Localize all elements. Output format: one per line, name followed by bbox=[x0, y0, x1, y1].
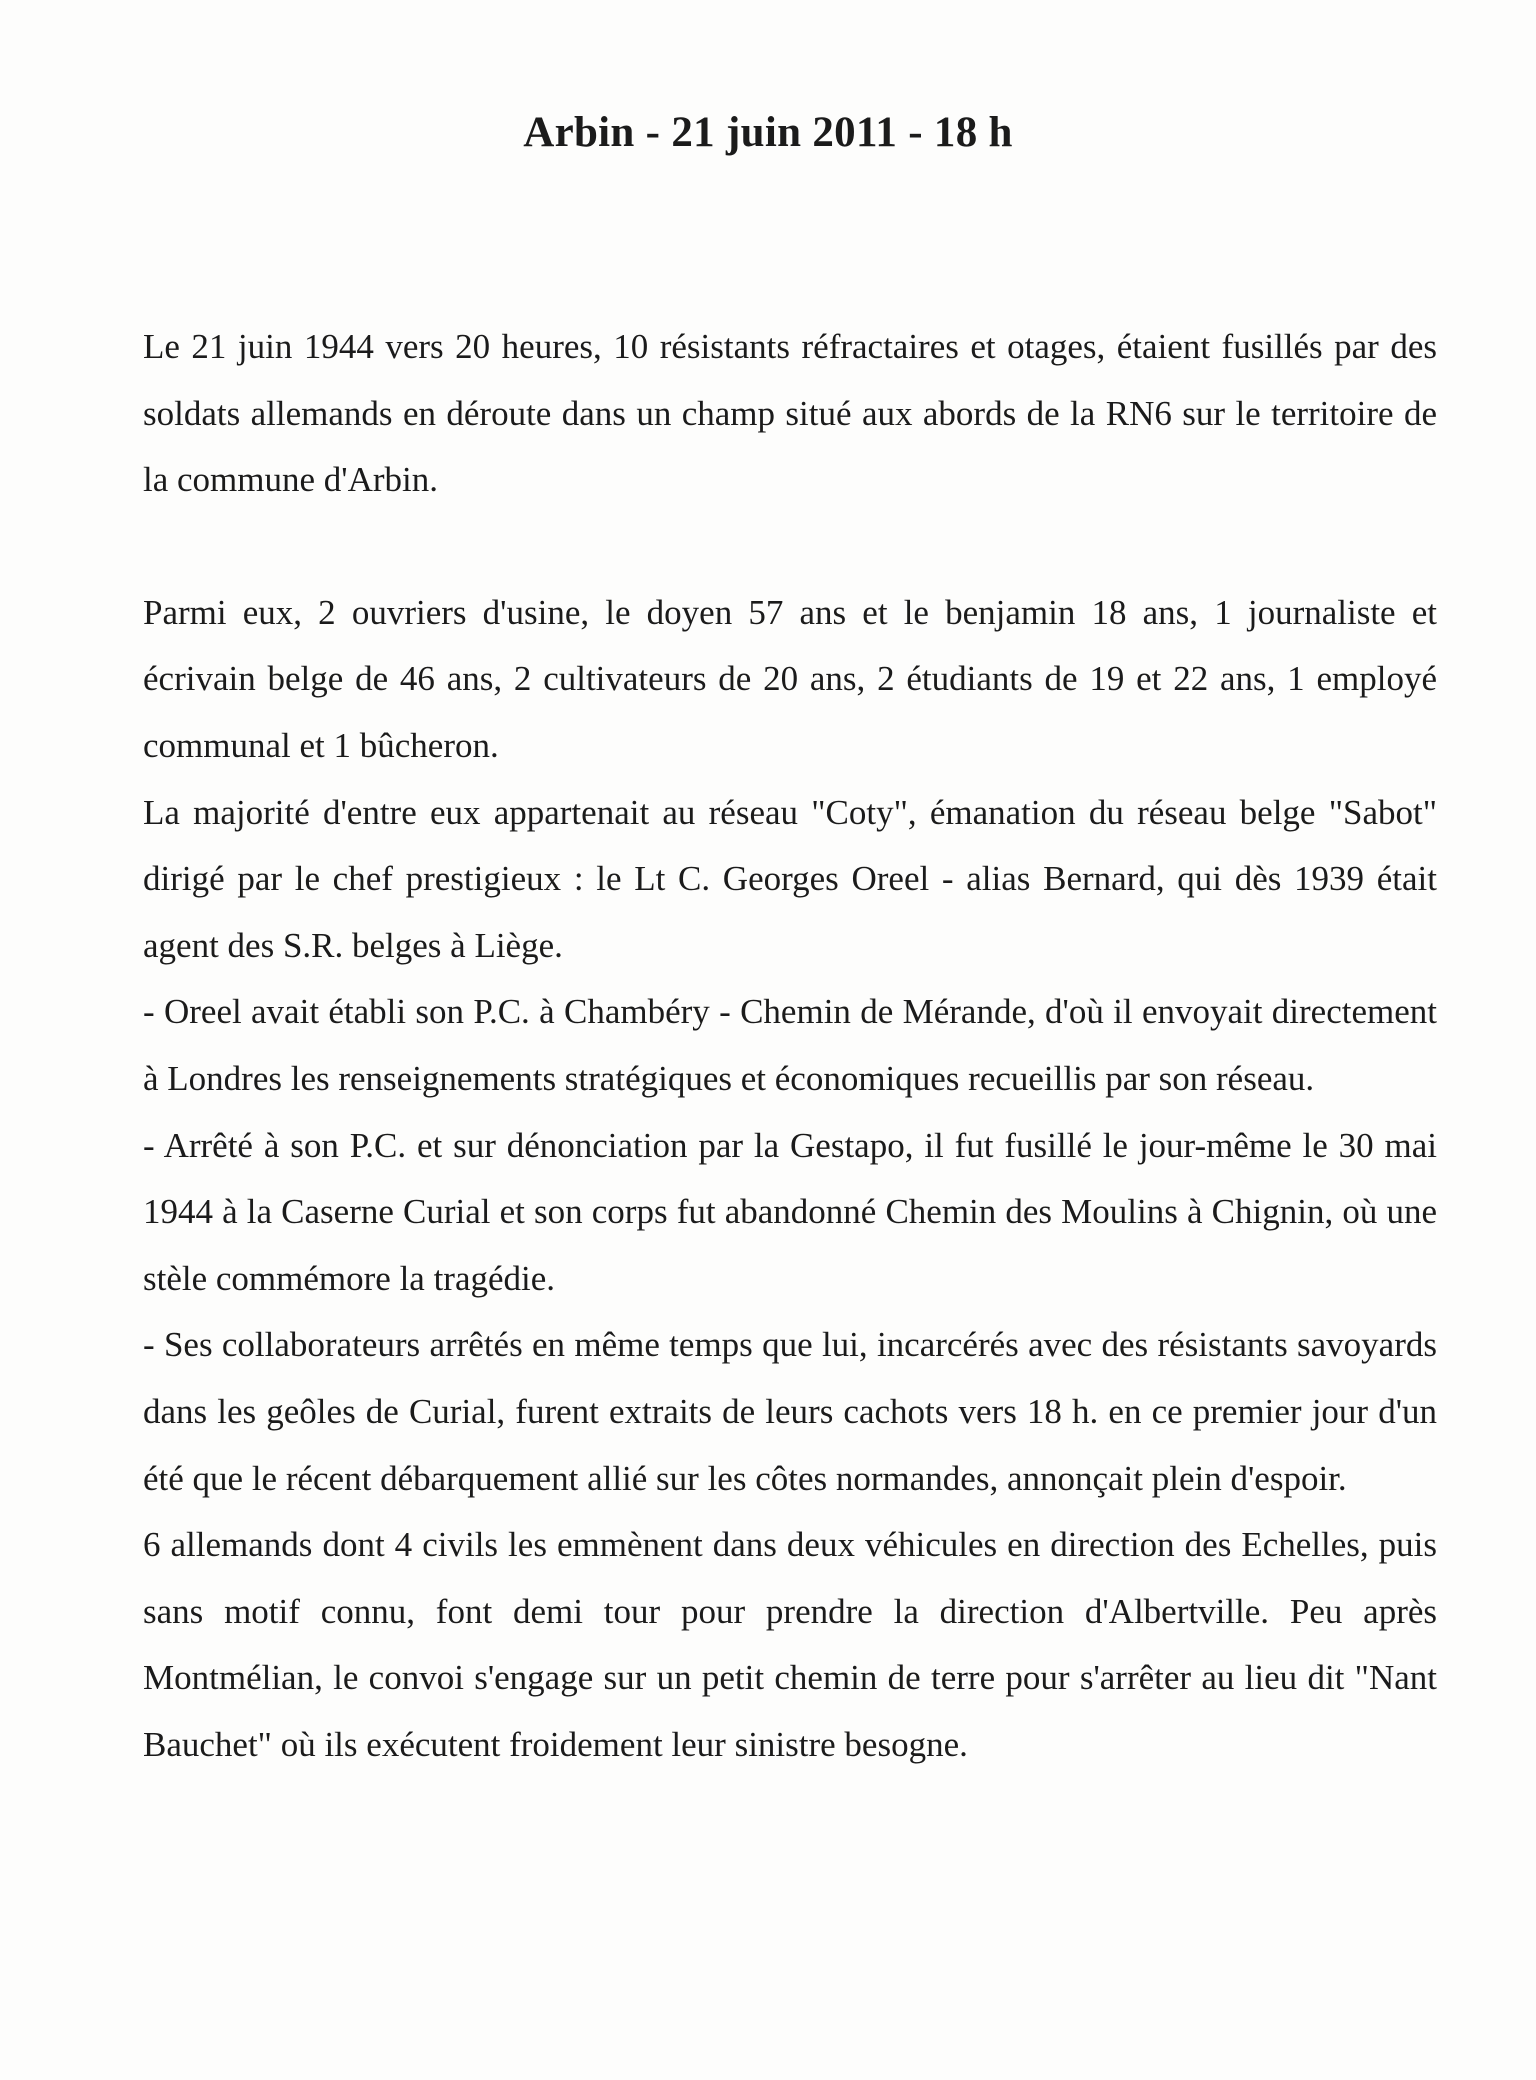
paragraph-6: - Ses collaborateurs arrêtés en même temps que lui, incarcérés avec des résistants savoyards dans les geôles de Curial, furent extraits de leurs cachots vers 18 h. en ce premier jour d'un été que le récent débarquement allié sur les côtes normandes, annonçait plein d'espoir. bbox=[143, 1325, 1437, 1498]
document-title: Arbin - 21 juin 2011 - 18 h bbox=[523, 109, 1013, 156]
paragraph-7: 6 allemands dont 4 civils les emmènent dans deux véhicules en direction des Echelles, puis sans motif connu, font demi tour pour prendre la direction d'Albertville. Peu après Montmélian, le convoi s'engage sur un petit chemin de terre pour s'arrêter au lieu dit "Nant Bauchet" où ils exécutent froidement leur sinistre besogne. bbox=[143, 1525, 1437, 1764]
paragraph-4: - Oreel avait établi son P.C. à Chambéry - Chemin de Mérande, d'où il envoyait directement à Londres les renseignements stratégiques et économiques recueillis par son réseau. bbox=[143, 992, 1437, 1098]
paragraph-5: - Arrêté à son P.C. et sur dénonciation par la Gestapo, il fut fusillé le jour-même le 30 mai 1944 à la Caserne Curial et son corps fut abandonné Chemin des Moulins à Chignin, où une stèle commémore la tragédie. bbox=[143, 1125, 1437, 1298]
paragraph-1: Le 21 juin 1944 vers 20 heures, 10 résistants réfractaires et otages, étaient fusillés par des soldats allemands en déroute dans un champ situé aux abords de la RN6 sur le territoire de la commune d'Arbin. bbox=[143, 327, 1437, 500]
paragraph-2: Parmi eux, 2 ouvriers d'usine, le doyen 57 ans et le benjamin 18 ans, 1 journaliste et écrivain belge de 46 ans, 2 cultivateurs de 20 ans, 2 étudiants de 19 et 22 ans, 1 employé communal et 1 bûcheron. bbox=[143, 592, 1437, 765]
paragraph-3: La majorité d'entre eux appartenait au réseau "Coty", émanation du réseau belge "Sabot" dirigé par le chef prestigieux : le Lt C. Georges Oreel - alias Bernard, qui dès 1939 était agent des S.R. belges à Liège. bbox=[143, 792, 1437, 965]
document-body bbox=[143, 314, 1437, 1778]
